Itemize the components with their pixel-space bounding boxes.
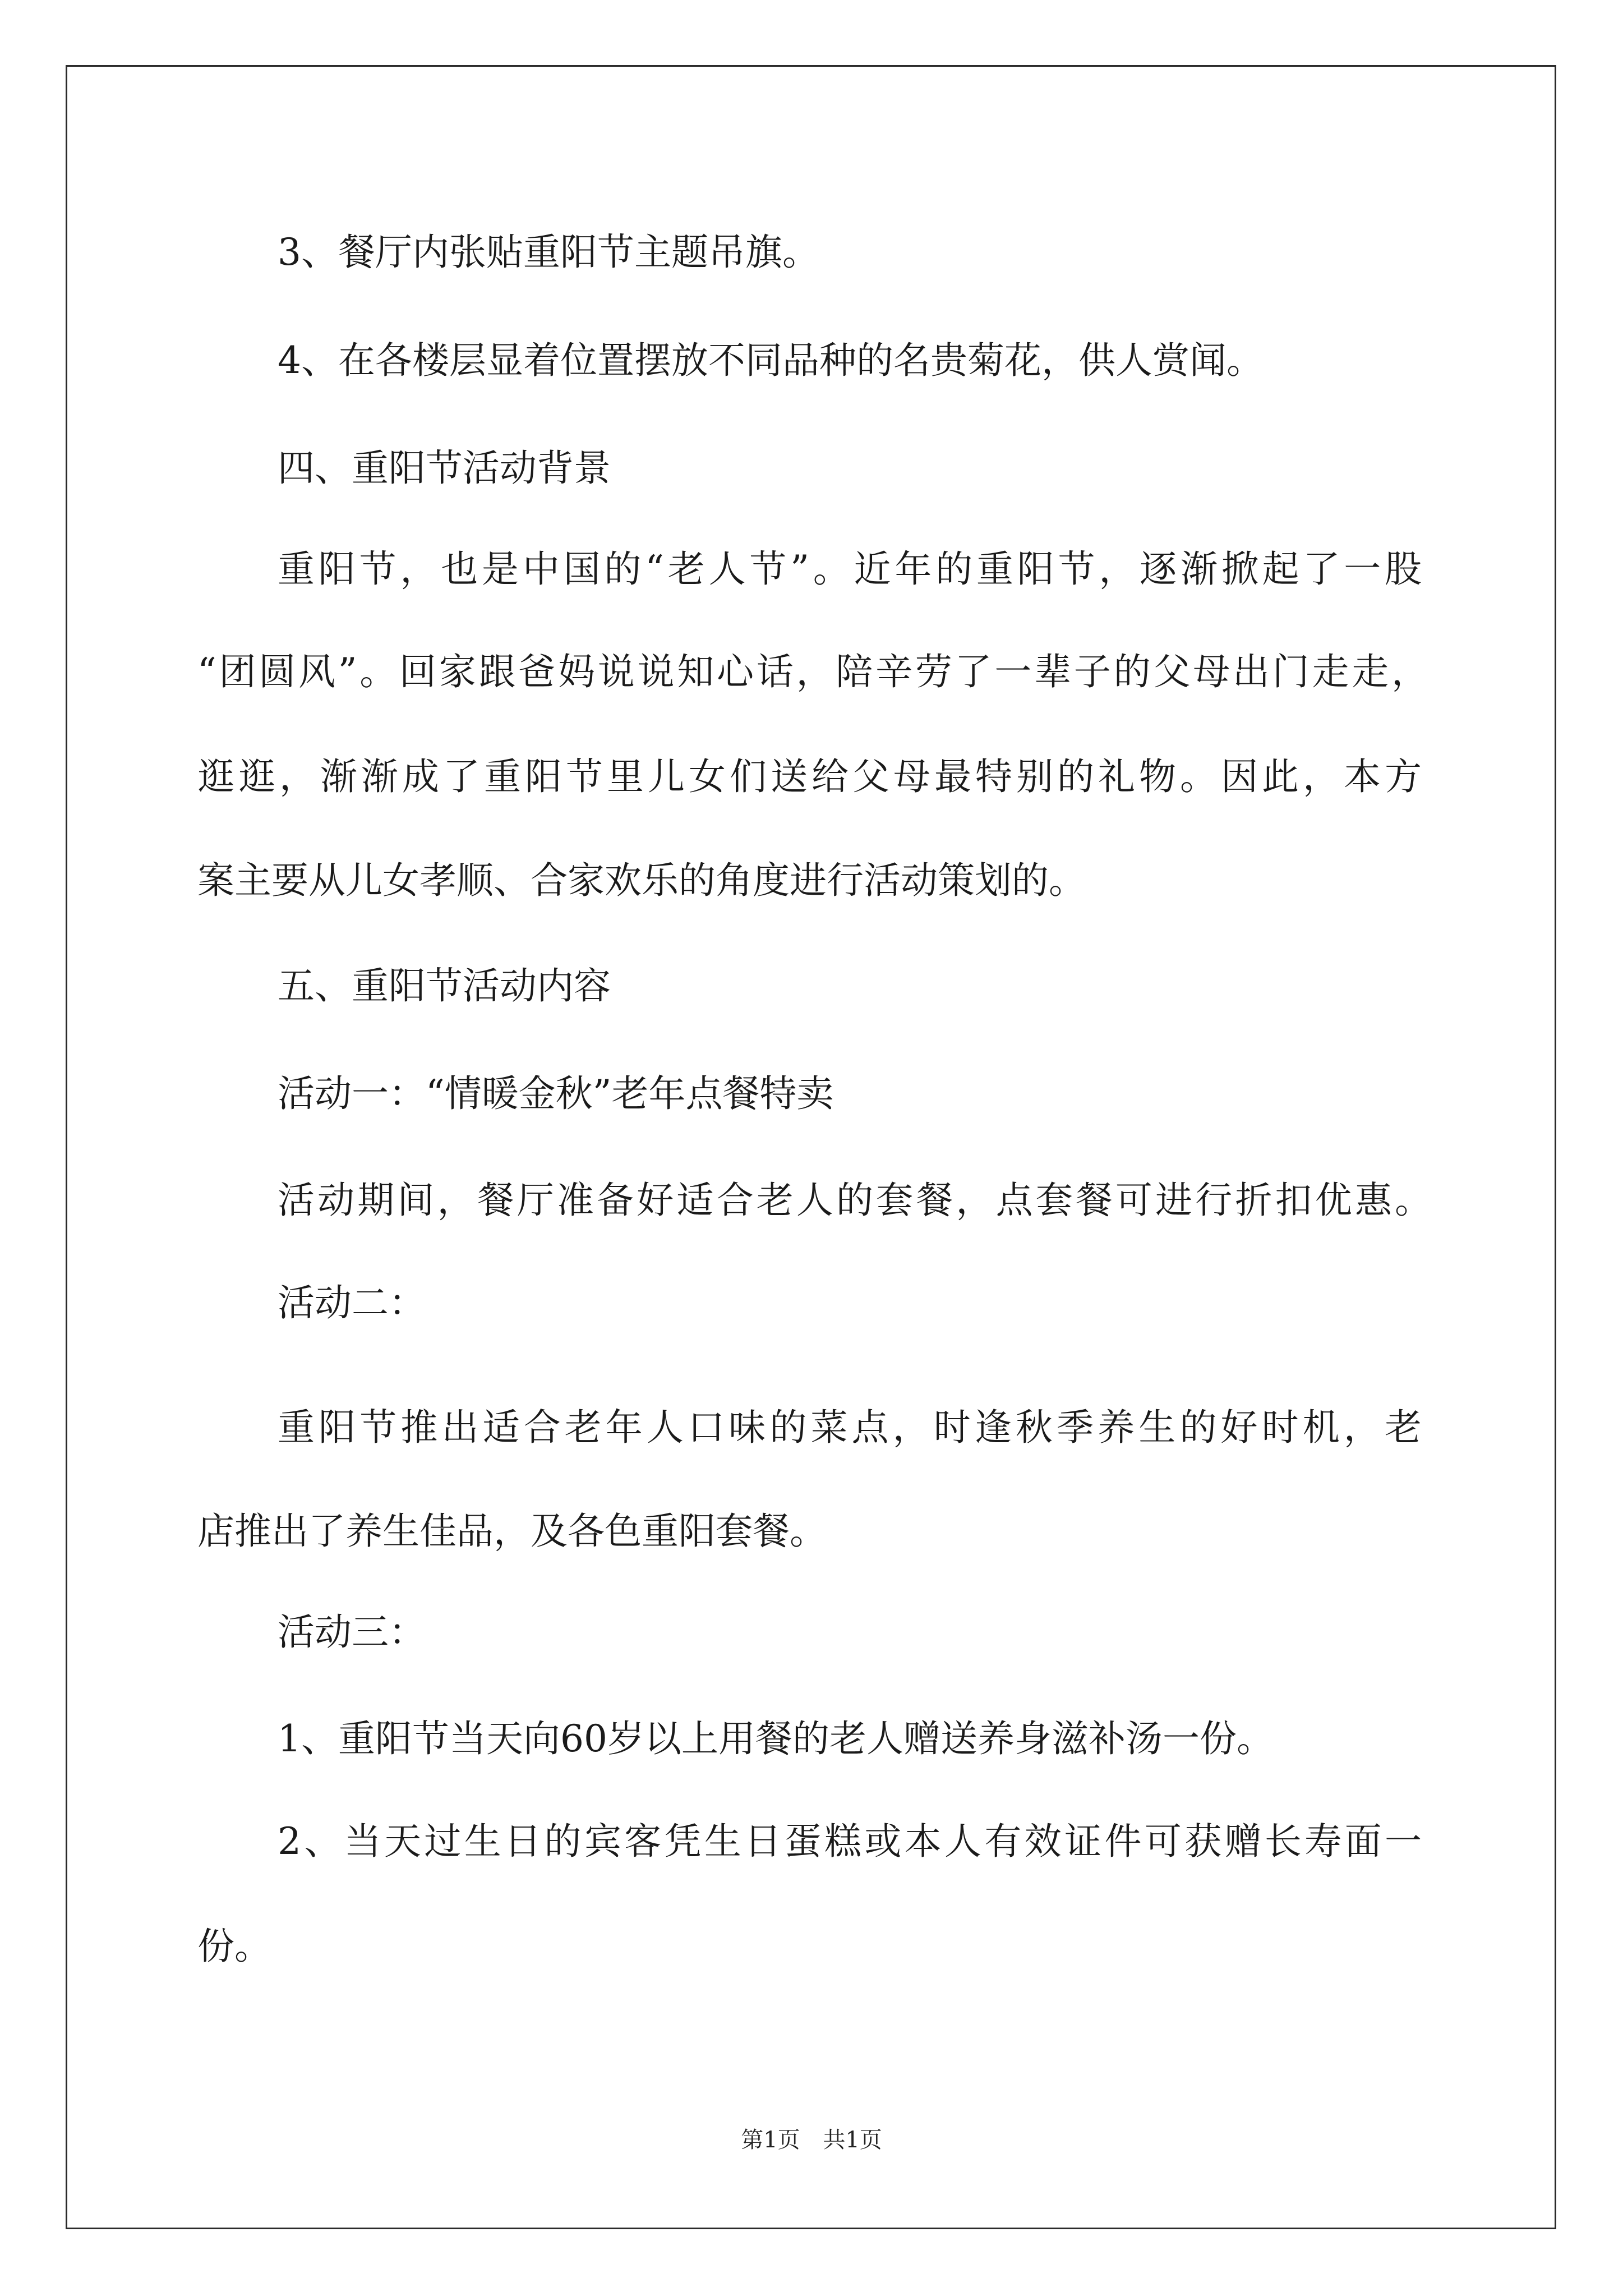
paragraph-line: 重阳节，也是中国的“老人节”。近年的重阳节，逐渐掀起了一股 bbox=[278, 547, 1422, 591]
paragraph-line: 份。 bbox=[197, 1925, 271, 1968]
paragraph-line: 案主要从儿女孝顺、合家欢乐的角度进行活动策划的。 bbox=[197, 859, 1086, 902]
page-footer bbox=[0, 2126, 1623, 2154]
activity-three-title: 活动三： bbox=[278, 1611, 426, 1654]
section-heading-background: 四、重阳节活动背景 bbox=[278, 447, 611, 490]
paragraph-line: 逛逛，渐渐成了重阳节里儿女们送给父母最特别的礼物。因此，本方 bbox=[197, 755, 1422, 798]
paragraph-line: “团圆风”。回家跟爸妈说说知心话，陪辛劳了一辈子的父母出门走走， bbox=[197, 650, 1428, 693]
section-heading-content: 五、重阳节活动内容 bbox=[278, 964, 611, 1007]
paragraph-line: 店推出了养生佳品，及各色重阳套餐。 bbox=[197, 1510, 827, 1553]
activity-two-title: 活动二： bbox=[278, 1281, 426, 1324]
paragraph-line: 重阳节推出适合老年人口味的菜点，时逢秋季养生的好时机，老 bbox=[278, 1406, 1422, 1449]
list-item-3: 3、餐厅内张贴重阳节主题吊旗。 bbox=[278, 231, 819, 274]
page-border bbox=[66, 65, 1556, 2229]
page-number: 第1页 bbox=[741, 2127, 800, 2153]
page-total: 共1页 bbox=[823, 2127, 882, 2153]
paragraph-line: 2、当天过生日的宾客凭生日蛋糕或本人有效证件可获赠长寿面一 bbox=[278, 1820, 1422, 1863]
list-item-4: 4、在各楼层显着位置摆放不同品种的名贵菊花，供人赏闻。 bbox=[278, 339, 1264, 382]
list-item-1: 1、重阳节当天向60岁以上用餐的老人赠送养身滋补汤一份。 bbox=[278, 1717, 1274, 1760]
activity-one-title: 活动一：“情暖金秋”老年点餐特卖 bbox=[278, 1072, 834, 1115]
paragraph-line: 活动期间，餐厅准备好适合老人的套餐，点套餐可进行折扣优惠。 bbox=[278, 1179, 1432, 1222]
